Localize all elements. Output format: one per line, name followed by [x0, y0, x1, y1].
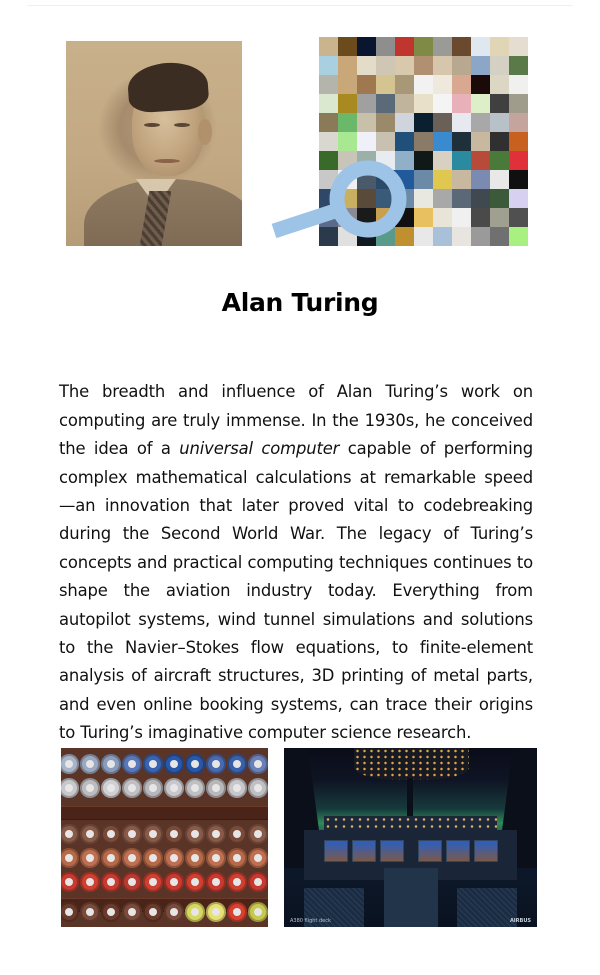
bombe-drum: [206, 824, 226, 844]
bombe-drum: [122, 754, 142, 774]
cockpit-image: [284, 748, 537, 927]
cockpit-center-post: [407, 778, 413, 818]
bombe-drum: [227, 872, 247, 892]
bombe-drum: [164, 778, 184, 798]
bombe-drum: [122, 902, 142, 922]
cockpit-display: [418, 840, 442, 862]
cockpit-glareshield: [324, 816, 497, 830]
mosaic-tile: [395, 132, 414, 151]
bombe-drum: [122, 848, 142, 868]
mosaic-tile: [490, 170, 509, 189]
mosaic-tile: [433, 56, 452, 75]
mosaic-tile: [471, 37, 490, 56]
portrait-ear: [198, 119, 212, 145]
mosaic-tile: [376, 94, 395, 113]
mosaic-tile: [471, 132, 490, 151]
bombe-machine-image: [61, 748, 268, 927]
mosaic-tile: [338, 37, 357, 56]
mosaic-tile: [452, 170, 471, 189]
mosaic-tile: [471, 94, 490, 113]
mosaic-tile: [452, 94, 471, 113]
mosaic-tile: [414, 37, 433, 56]
mosaic-tile: [319, 56, 338, 75]
bombe-drum: [143, 778, 163, 798]
cockpit-display: [352, 840, 376, 862]
bombe-drum: [206, 872, 226, 892]
mosaic-tile: [395, 189, 414, 208]
bombe-drum: [61, 902, 79, 922]
bombe-drum: [122, 778, 142, 798]
mosaic-tile: [433, 37, 452, 56]
bombe-drum: [80, 872, 100, 892]
bombe-drum: [61, 754, 79, 774]
bombe-drum: [143, 902, 163, 922]
mosaic-tile: [414, 151, 433, 170]
mosaic-tile: [509, 56, 528, 75]
page-top-rule: [27, 5, 573, 6]
mosaic-tile: [357, 189, 376, 208]
mosaic-tile: [319, 151, 338, 170]
mosaic-tile: [433, 94, 452, 113]
mosaic-tile: [376, 37, 395, 56]
bombe-drum: [101, 902, 121, 922]
mosaic-tile: [471, 151, 490, 170]
bombe-drum: [248, 902, 268, 922]
portrait-mouth: [154, 159, 180, 163]
mosaic-tile: [376, 75, 395, 94]
mosaic-tile: [319, 132, 338, 151]
bombe-drum: [206, 778, 226, 798]
bombe-drum: [185, 848, 205, 868]
mosaic-tile: [338, 227, 357, 246]
mosaic-tile: [471, 56, 490, 75]
mosaic-tile: [338, 151, 357, 170]
mosaic-tile: [395, 56, 414, 75]
cockpit-display: [474, 840, 498, 862]
mosaic-tile: [433, 189, 452, 208]
mosaic-tile: [452, 37, 471, 56]
portrait-eye: [174, 123, 190, 127]
mosaic-tile: [452, 227, 471, 246]
mosaic-tile: [338, 113, 357, 132]
bombe-drum: [227, 902, 247, 922]
mosaic-tile: [357, 227, 376, 246]
cockpit-caption: A380 flight deck: [290, 918, 331, 924]
bombe-drum: [101, 754, 121, 774]
mosaic-tile: [319, 189, 338, 208]
mosaic-tile: [395, 208, 414, 227]
mosaic-tile: [471, 227, 490, 246]
mosaic-tile: [509, 189, 528, 208]
paragraph-text: The breadth and influence of Alan Turing’s work on computing are truly immense. In the 1930s, he conceived the idea of a: [59, 382, 533, 459]
bombe-drum: [122, 824, 142, 844]
mosaic-tile: [395, 37, 414, 56]
mosaic-tile: [471, 113, 490, 132]
mosaic-tile: [376, 170, 395, 189]
bombe-drum: [122, 872, 142, 892]
cockpit-display: [380, 840, 404, 862]
mosaic-tile: [414, 94, 433, 113]
bombe-drum: [206, 848, 226, 868]
mosaic-tile: [490, 94, 509, 113]
mosaic-tile: [433, 75, 452, 94]
bombe-drum: [101, 872, 121, 892]
paragraph-text: capable of performing complex mathematical calculations at remarkable speed—an innovation that later proved vital to codebreaking during the Second World War. The legacy of Turing’s concepts and practical computing techniques continues to shape the aviation industry today. Everything from autopilot systems, wind tunnel simulations and solutions to the Navier–Stokes flow equations, to finite-element analysis of aircraft structures, 3D printing of metal parts, and even online booking systems, can trace their origins to Turing’s imaginative computer science research.: [59, 439, 533, 743]
mosaic-tile: [338, 75, 357, 94]
airbus-logo: AIRBUS: [509, 918, 531, 924]
mosaic-tile: [414, 75, 433, 94]
bombe-drum: [61, 848, 79, 868]
mosaic-tile: [376, 208, 395, 227]
mosaic-tile: [357, 170, 376, 189]
mosaic-tile: [414, 170, 433, 189]
mosaic-tile: [509, 94, 528, 113]
mosaic-tile: [433, 151, 452, 170]
mosaic-tile: [509, 170, 528, 189]
cockpit-display: [324, 840, 348, 862]
bombe-drum: [143, 872, 163, 892]
bombe-drum: [206, 902, 226, 922]
bombe-drum: [101, 848, 121, 868]
mosaic-tile: [319, 75, 338, 94]
mosaic-tile: [471, 170, 490, 189]
portrait-eye: [144, 123, 160, 127]
bombe-drum: [227, 848, 247, 868]
mosaic-tile: [319, 37, 338, 56]
mosaic-tile: [414, 113, 433, 132]
mosaic-tile: [395, 170, 414, 189]
bombe-drum: [248, 872, 268, 892]
mosaic-tile: [509, 208, 528, 227]
mosaic-tile: [414, 56, 433, 75]
bombe-drum: [143, 754, 163, 774]
mosaic-tile: [509, 113, 528, 132]
page-title: Alan Turing: [221, 288, 379, 317]
bombe-drum: [206, 754, 226, 774]
bombe-drum: [143, 848, 163, 868]
bombe-drum: [164, 754, 184, 774]
mosaic-tile: [452, 189, 471, 208]
bombe-drum: [185, 778, 205, 798]
mosaic-tile: [452, 208, 471, 227]
cockpit-seat: [457, 888, 517, 927]
bombe-drum: [61, 778, 79, 798]
mosaic-tile: [490, 37, 509, 56]
mosaic-tile: [338, 56, 357, 75]
mosaic-tile: [338, 170, 357, 189]
mosaic-tile: [414, 227, 433, 246]
mosaic-tile: [357, 56, 376, 75]
bombe-drum: [248, 824, 268, 844]
bombe-drum: [164, 872, 184, 892]
mosaic-tile: [395, 151, 414, 170]
mosaic-tile: [357, 132, 376, 151]
mosaic-tile: [490, 227, 509, 246]
bombe-drum: [185, 824, 205, 844]
mosaic-tile: [376, 113, 395, 132]
bombe-drum: [143, 824, 163, 844]
mosaic-tile: [357, 37, 376, 56]
mosaic-tile: [395, 227, 414, 246]
mosaic-tile: [376, 56, 395, 75]
bombe-drum: [101, 778, 121, 798]
bombe-shelf: [61, 806, 268, 820]
bombe-drum: [248, 778, 268, 798]
mosaic-tile: [376, 132, 395, 151]
bombe-drum: [185, 902, 205, 922]
portrait-hair: [126, 60, 209, 113]
mosaic-tile: [376, 227, 395, 246]
bombe-drum: [227, 824, 247, 844]
bombe-drum: [61, 872, 79, 892]
mosaic-tile: [433, 132, 452, 151]
mosaic-tile: [319, 227, 338, 246]
mosaic-tile: [490, 75, 509, 94]
mosaic-tile: [357, 151, 376, 170]
mosaic-tile: [338, 208, 357, 227]
mosaic-tile: [376, 189, 395, 208]
bombe-drum: [101, 824, 121, 844]
bombe-drum: [248, 754, 268, 774]
bombe-drum: [80, 778, 100, 798]
bombe-drum: [164, 848, 184, 868]
mosaic-tile: [490, 189, 509, 208]
mosaic-tile: [357, 208, 376, 227]
bombe-drum: [80, 902, 100, 922]
mosaic-tile: [319, 94, 338, 113]
mosaic-tile: [490, 132, 509, 151]
mosaic-tile: [490, 56, 509, 75]
bombe-drum: [80, 848, 100, 868]
alan-turing-portrait-image: [66, 41, 242, 246]
bombe-drum: [164, 902, 184, 922]
mosaic-tile: [509, 227, 528, 246]
mosaic-tile: [452, 113, 471, 132]
bombe-drum: [164, 824, 184, 844]
mosaic-tile: [414, 189, 433, 208]
mosaic-tile: [490, 151, 509, 170]
mosaic-tile: [414, 132, 433, 151]
mosaic-tile: [395, 75, 414, 94]
mosaic-tile: [490, 208, 509, 227]
image-mosaic: [319, 37, 528, 246]
mosaic-tile: [357, 94, 376, 113]
emphasis-text: universal computer: [179, 439, 340, 459]
mosaic-tile: [490, 113, 509, 132]
bombe-drum: [80, 824, 100, 844]
bombe-drum: [185, 754, 205, 774]
bombe-drum: [61, 824, 79, 844]
mosaic-tile: [471, 189, 490, 208]
bombe-drum: [185, 872, 205, 892]
mosaic-tile: [509, 132, 528, 151]
bombe-drum: [227, 778, 247, 798]
mosaic-tile: [433, 208, 452, 227]
mosaic-tile: [509, 75, 528, 94]
mosaic-tile: [509, 151, 528, 170]
cockpit-display: [446, 840, 470, 862]
mosaic-tile: [338, 94, 357, 113]
mosaic-tile: [433, 170, 452, 189]
mosaic-tile: [338, 132, 357, 151]
body-paragraph: [59, 378, 533, 747]
mosaic-tile: [452, 56, 471, 75]
mosaic-tile: [452, 151, 471, 170]
mosaic-tile: [452, 75, 471, 94]
mosaic-tile: [509, 37, 528, 56]
mosaic-tile: [395, 113, 414, 132]
mosaic-tile: [319, 113, 338, 132]
mosaic-tile: [471, 75, 490, 94]
mosaic-tile: [338, 189, 357, 208]
mosaic-tile: [433, 113, 452, 132]
mosaic-tile: [319, 208, 338, 227]
mosaic-tile: [414, 208, 433, 227]
mosaic-tile: [471, 208, 490, 227]
mosaic-tile: [395, 94, 414, 113]
mosaic-tile: [452, 132, 471, 151]
cockpit-overhead-panel: [354, 748, 469, 780]
mosaic-tile: [357, 113, 376, 132]
mosaic-tile: [433, 227, 452, 246]
bombe-drum: [248, 848, 268, 868]
bombe-drum: [227, 754, 247, 774]
bombe-drum: [80, 754, 100, 774]
mosaic-tile: [376, 151, 395, 170]
cockpit-pedestal: [384, 868, 438, 927]
mosaic-tile: [357, 75, 376, 94]
mosaic-tile: [319, 170, 338, 189]
